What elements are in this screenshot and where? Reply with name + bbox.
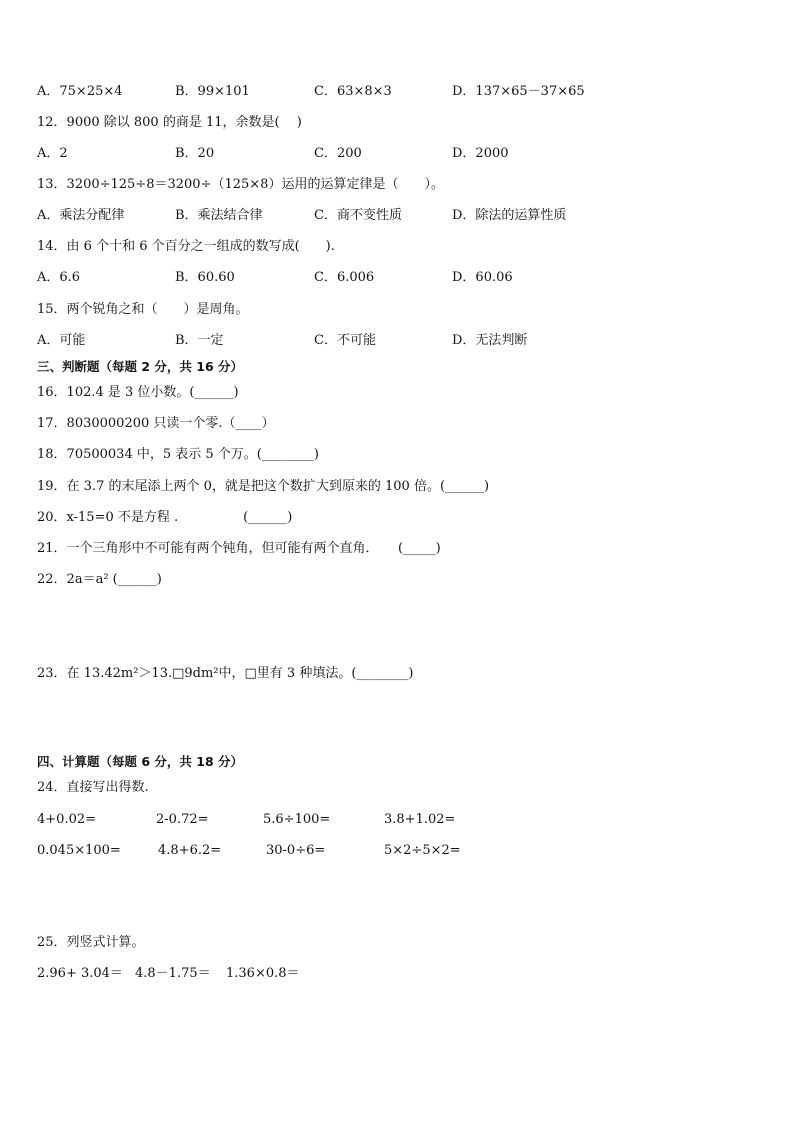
q19-text: 19．在 3.7 的末尾添上两个 0，就是把这个数扩大到原来的 100 倍。(______) bbox=[37, 479, 490, 494]
q15-option-a: A．可能 bbox=[37, 333, 86, 348]
q11-option-a: A．75×25×4 bbox=[37, 84, 123, 99]
q15-option-b: B．一定 bbox=[175, 333, 224, 348]
q11-option-d: D．137×65－37×65 bbox=[452, 84, 585, 99]
q24-text: 24．直接写出得数. bbox=[37, 780, 149, 795]
q14-option-a: A．6.6 bbox=[37, 270, 81, 285]
q14-option-d: D．60.06 bbox=[452, 270, 513, 285]
q23-text: 23．在 13.42m²＞13.□9dm²中，□里有 3 种填法。(________) bbox=[37, 666, 414, 681]
q24-calc-2: 2-0.72= bbox=[156, 812, 209, 827]
q25-calc-3: 1.36×0.8＝ bbox=[226, 966, 300, 981]
q16-text: 16．102.4 是 3 位小数。(______) bbox=[37, 385, 239, 400]
q13-option-a: A．乘法分配律 bbox=[37, 208, 125, 223]
q12-text: 12．9000 除以 800 的商是 11，余数是( ) bbox=[37, 115, 302, 130]
q15-option-d: D．无法判断 bbox=[452, 333, 528, 348]
q25-text: 25．列竖式计算。 bbox=[37, 935, 145, 950]
q12-option-a: A．2 bbox=[37, 146, 68, 161]
q24-calc-4: 3.8+1.02= bbox=[384, 812, 456, 827]
q13-text: 13．3200÷125÷8＝3200÷（125×8）运用的运算定律是（ ）。 bbox=[37, 177, 444, 192]
q11-option-b: B．99×101 bbox=[175, 84, 250, 99]
q14-text: 14．由 6 个十和 6 个百分之一组成的数写成( ). bbox=[37, 239, 335, 254]
section4-heading: 四、计算题（每题 6 分，共 18 分） bbox=[37, 754, 244, 769]
q12-option-b: B．20 bbox=[175, 146, 215, 161]
q13-option-d: D．除法的运算性质 bbox=[452, 208, 567, 223]
q12-option-d: D．2000 bbox=[452, 146, 509, 161]
q13-option-b: B．乘法结合律 bbox=[175, 208, 263, 223]
q15-text: 15．两个锐角之和（ ）是周角。 bbox=[37, 302, 249, 317]
q24-calc-6: 4.8+6.2= bbox=[158, 843, 222, 858]
q17-text: 17．8030000200 只读一个零.（____） bbox=[37, 416, 275, 431]
q12-option-c: C．200 bbox=[314, 146, 362, 161]
q25-calc-1: 2.96+ 3.04＝ bbox=[37, 966, 123, 981]
q24-calc-7: 30-0÷6= bbox=[266, 843, 326, 858]
q24-calc-3: 5.6÷100= bbox=[263, 812, 331, 827]
q13-option-c: C．商不变性质 bbox=[314, 208, 402, 223]
section3-heading: 三、判断题（每题 2 分，共 16 分） bbox=[37, 359, 244, 374]
q22-text: 22．2a＝a² (______) bbox=[37, 572, 162, 587]
q21-text: 21．一个三角形中不可能有两个钝角，但可能有两个直角． (_____) bbox=[37, 541, 441, 556]
q18-text: 18．70500034 中，5 表示 5 个万。(________) bbox=[37, 447, 319, 462]
q15-option-c: C．不可能 bbox=[314, 333, 376, 348]
q24-calc-5: 0.045×100= bbox=[37, 843, 121, 858]
q20-text: 20．x-15=0 不是方程 . (______) bbox=[37, 510, 293, 525]
q24-calc-8: 5×2÷5×2= bbox=[384, 843, 461, 858]
q25-calc-2: 4.8－1.75＝ bbox=[135, 966, 211, 981]
q11-option-c: C．63×8×3 bbox=[314, 84, 392, 99]
q24-calc-1: 4+0.02= bbox=[37, 812, 97, 827]
q14-option-c: C．6.006 bbox=[314, 270, 375, 285]
q14-option-b: B．60.60 bbox=[175, 270, 235, 285]
